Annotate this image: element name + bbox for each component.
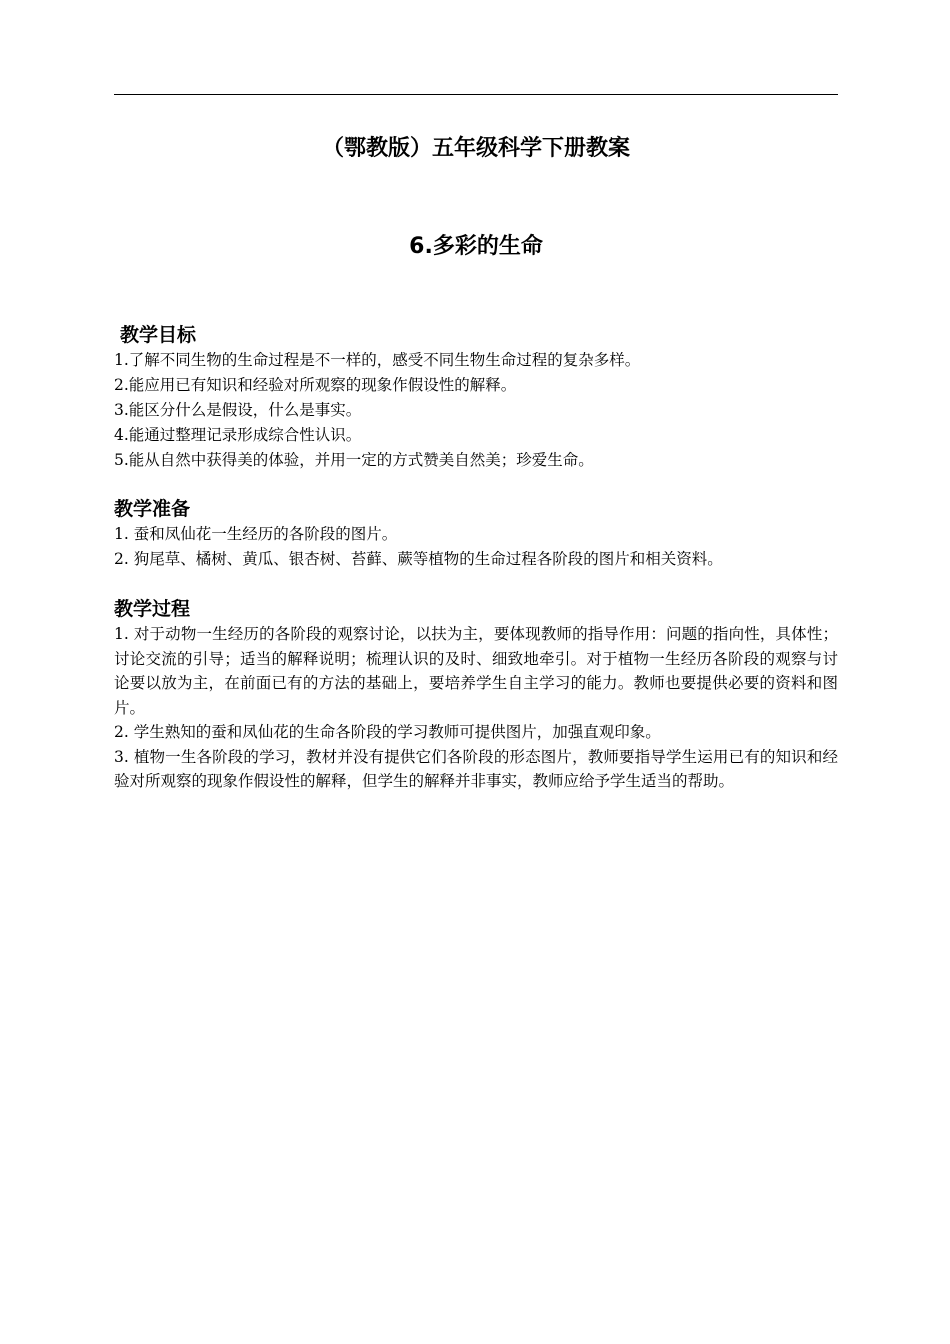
goal-item: 3.能区分什么是假设，什么是事实。: [114, 401, 362, 419]
teaching-preparation-section: [114, 496, 838, 572]
preparation-item: 1. 蚕和凤仙花一生经历的各阶段的图片。: [114, 525, 398, 543]
process-paragraph: 2. 学生熟知的蚕和凤仙花的生命各阶段的学习教师可提供图片，加强直观印象。: [114, 723, 661, 741]
teaching-process-heading: 教学过程: [114, 598, 191, 620]
teaching-process-section: [114, 596, 838, 794]
preparation-item: 2. 狗尾草、橘树、黄瓜、银杏树、苔藓、蕨等植物的生命过程各阶段的图片和相关资料。: [114, 550, 723, 568]
goal-item: 1.了解不同生物的生命过程是不一样的，感受不同生物生命过程的复杂多样。: [114, 351, 641, 369]
goal-item: 4.能通过整理记录形成综合性认识。: [114, 426, 362, 444]
goal-item: 2.能应用已有知识和经验对所观察的现象作假设性的解释。: [114, 376, 517, 394]
document-title: （鄂教版）五年级科学下册教案: [321, 136, 630, 161]
goal-item: 5.能从自然中获得美的体验，并用一定的方式赞美自然美；珍爱生命。: [114, 451, 594, 469]
process-paragraph: 3. 植物一生各阶段的学习，教材并没有提供它们各阶段的形态图片，教师要指导学生运用已有的知识和经验对所观察的现象作假设性的解释，但学生的解释并非事实，教师应给予学生适当的帮助。: [114, 747, 838, 790]
teaching-goals-section: [114, 322, 838, 473]
teaching-preparation-heading: 教学准备: [114, 498, 191, 520]
lesson-title: 6.多彩的生命: [409, 234, 543, 259]
teaching-goals-heading: 教学目标: [120, 324, 197, 346]
process-paragraph: 1. 对于动物一生经历的各阶段的观察讨论，以扶为主，要体现教师的指导作用：问题的指向性，具体性；讨论交流的引导；适当的解释说明；梳理认识的及时、细致地牵引。对于植物一生经历各阶段的观察与讨论要以放为主，在前面已有的方法的基础上，要培养学生自主学习的能力。教师也要提供必要的资料和图片。: [114, 625, 838, 717]
header-rule: [114, 94, 838, 95]
